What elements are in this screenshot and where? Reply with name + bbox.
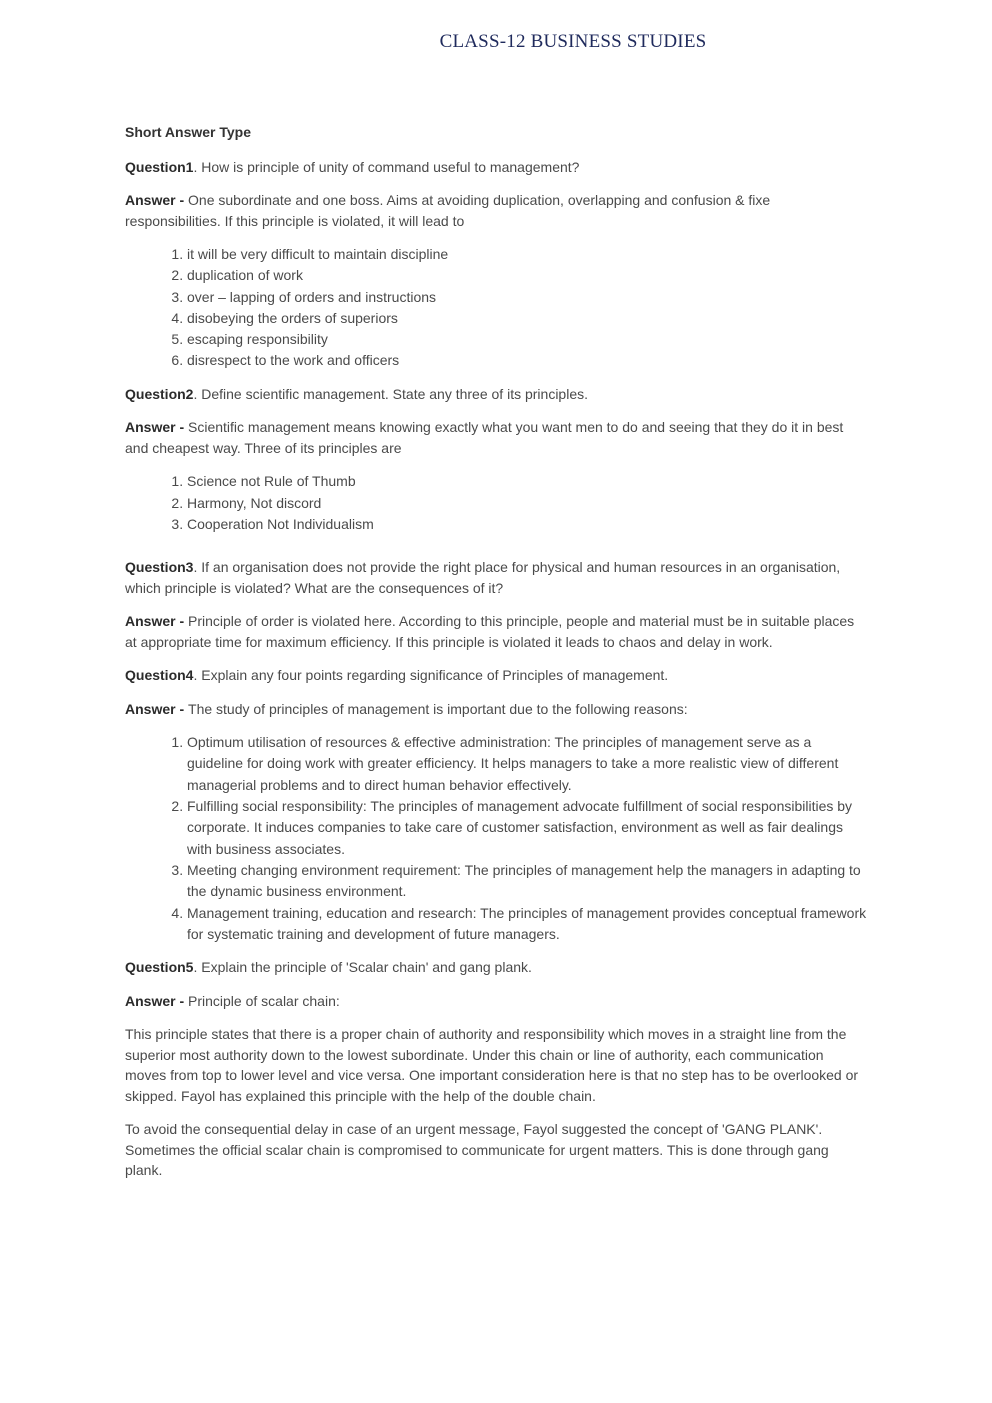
answer-5-paragraph-1: This principle states that there is a proper chain of authority and responsibility which moves in a straight line from the superior most authority down to the lowest subordinate. Under this chain or line of authority, each communication moves from top to lower level and vice versa. One important consideration here is that no step has to be overlooked or skipped. Fayol has explained this principle with the help of the double chain. [125, 1026, 859, 1104]
answer-4-label: Answer - [125, 700, 189, 717]
question-5-text: . Explain the principle of 'Scalar chain' and gang plank. [193, 959, 532, 976]
answer-4 [125, 699, 867, 720]
answer-2-list [125, 471, 867, 535]
question-2-label: Question2 [125, 385, 194, 402]
question-3-text: . If an organisation does not provide the right place for physical and human resources in an organisation, which principle is violated? What are the consequences of it? [125, 559, 841, 596]
list-item: 3. Meeting changing environment requirement: The principles of management help the managers in adapting to the dynamic business environment. [187, 860, 867, 903]
answer-5-text: Principle of scalar chain: [188, 992, 340, 1009]
spacer [125, 547, 867, 557]
list-item: 3. Cooperation Not Individualism [187, 514, 867, 535]
answer-2-text: Scientific management means knowing exactly what you want men to do and seeing that they do it in best and cheapest way. Three of its principles are [125, 419, 844, 456]
list-item: 5. escaping responsibility [187, 329, 867, 350]
question-4 [125, 665, 867, 686]
list-item: 1. Optimum utilisation of resources & effective administration: The principles of management serve as a guideline for doing work with greater efficiency. It helps managers to take a more realistic view of different managerial problems and to direct human behavior effectively. [187, 732, 867, 796]
section-title: Short Answer Type [125, 124, 252, 140]
answer-4-text: The study of principles of management is important due to the following reasons: [188, 700, 688, 717]
answer-2-label: Answer - [125, 419, 189, 436]
question-1-text: . How is principle of unity of command useful to management? [193, 158, 580, 175]
question-1 [125, 157, 867, 178]
list-item: 2. Fulfilling social responsibility: The principles of management advocate fulfillment of social responsibilities by corporate. It induces companies to take care of customer satisfaction, environment as well as fair dealings with business associates. [187, 796, 867, 860]
answer-1 [125, 190, 867, 231]
list-item: 2. duplication of work [187, 265, 867, 286]
answer-1-text: One subordinate and one boss. Aims at avoiding duplication, overlapping and confusion & fixe responsibilities. If this principle is violated, it will lead to [125, 192, 771, 229]
question-2 [125, 384, 867, 405]
answer-5 [125, 991, 867, 1012]
question-3 [125, 557, 867, 598]
answer-3 [125, 611, 867, 652]
list-item: 4. disobeying the orders of superiors [187, 308, 867, 329]
question-5 [125, 957, 867, 978]
answer-1-label: Answer - [125, 192, 189, 208]
question-2-text: . Define scientific management. State any three of its principles. [193, 385, 588, 402]
list-item: 2. Harmony, Not discord [187, 493, 867, 514]
page-header: CLASS-12 BUSINESS STUDIES [439, 31, 707, 52]
list-item: 4. Management training, education and research: The principles of management provides conceptual framework for systematic training and development of future managers. [187, 903, 867, 946]
question-1-label: Question1 [125, 158, 194, 175]
list-item: 1. it will be very difficult to maintain discipline [187, 244, 867, 265]
question-4-label: Question4 [125, 667, 194, 684]
answer-1-list [125, 244, 867, 372]
answer-5-label: Answer - [125, 992, 189, 1009]
question-5-label: Question5 [125, 959, 194, 976]
question-3-label: Question3 [125, 559, 194, 576]
answer-3-text: Principle of order is violated here. According to this principle, people and material must be in suitable places at appropriate time for maximum efficiency. If this principle is violated it leads to chaos and delay in work. [125, 613, 855, 650]
list-item: 6. disrespect to the work and officers [187, 350, 867, 371]
answer-3-label: Answer - [125, 613, 189, 630]
list-item: 3. over – lapping of orders and instructions [187, 287, 867, 308]
document-body [125, 122, 867, 1194]
answer-4-list [125, 732, 867, 945]
answer-5-paragraph-2: To avoid the consequential delay in case of an urgent message, Fayol suggested the concept of 'GANG PLANK'. Sometimes the official scalar chain is compromised to communicate for urgent matters. This is done through gang plank. [125, 1121, 829, 1179]
list-item: 1. Science not Rule of Thumb [187, 471, 867, 492]
question-4-text: . Explain any four points regarding significance of Principles of management. [193, 667, 669, 684]
answer-2 [125, 417, 867, 458]
